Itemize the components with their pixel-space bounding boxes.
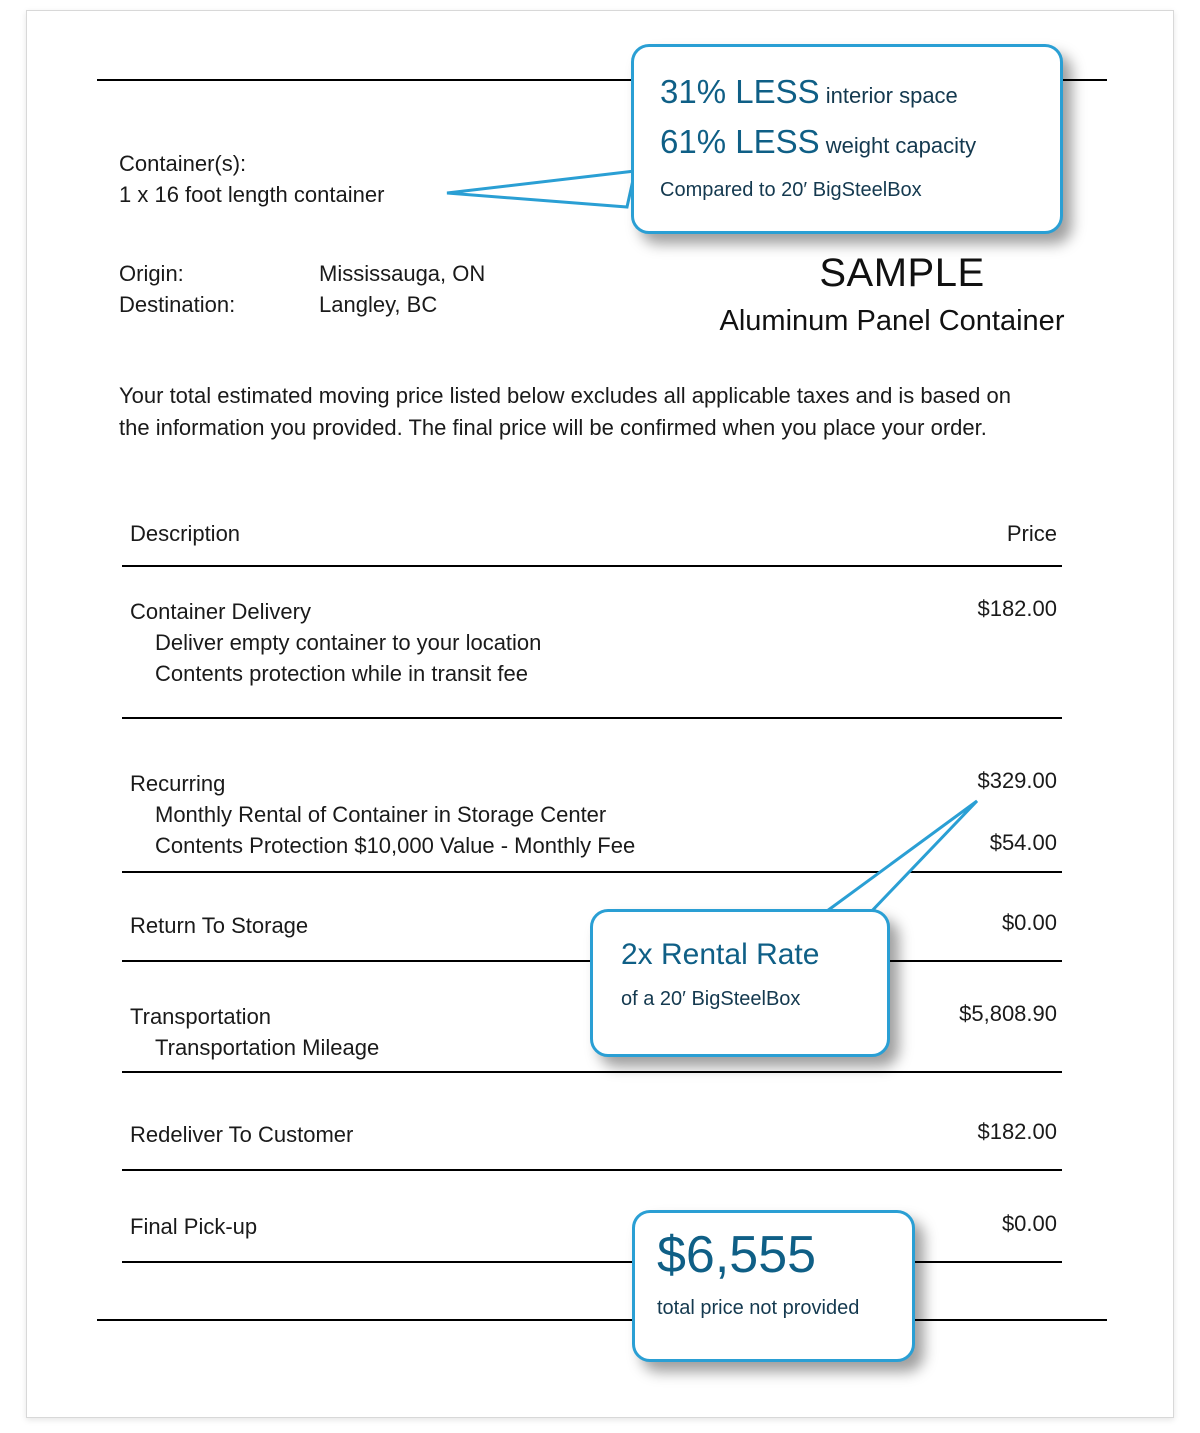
callout-rental-rate (590, 909, 890, 1057)
row-price: $0.00 (1001, 1211, 1057, 1236)
row-price: $329.00 (977, 768, 1057, 793)
destination-label: Destination: (119, 292, 236, 317)
table-header-description: Description (130, 521, 241, 546)
callout-space-weight (631, 44, 1063, 234)
row-detail: Contents Protection $10,000 Value - Monthly Fee (155, 833, 636, 858)
callout-weight-rest: weight capacity (819, 133, 977, 158)
callout-rental-note: of a 20′ BigSteelBox (621, 988, 801, 1010)
rule-row-1 (122, 717, 1062, 719)
sample-subtitle: Aluminum Panel Container (719, 305, 1065, 337)
container-label: Container(s): (119, 151, 247, 176)
callout-rental-headline: 2x Rental Rate (621, 938, 820, 971)
callout-total-amount: $6,555 (657, 1226, 817, 1284)
row-detail: Monthly Rental of Container in Storage Center (155, 802, 607, 827)
callout-space-strong: 31% LESS (660, 73, 820, 110)
callout-line-2 (660, 123, 976, 161)
rule-row-2 (122, 871, 1062, 873)
rule-bottom (97, 1319, 1107, 1321)
row-price-secondary: $54.00 (989, 830, 1057, 855)
destination-value: Langley, BC (319, 292, 438, 317)
container-value: 1 x 16 foot length container (119, 182, 385, 207)
origin-value: Mississauga, ON (319, 261, 486, 286)
origin-label: Origin: (119, 261, 184, 286)
row-title: Recurring (130, 771, 226, 796)
rule-row-6 (122, 1261, 1062, 1263)
callout-line-1 (660, 73, 958, 111)
row-title: Return To Storage (130, 913, 309, 938)
row-detail: Deliver empty container to your location (155, 630, 542, 655)
quote-sheet (26, 10, 1174, 1418)
sample-title: SAMPLE (819, 251, 985, 295)
row-price: $182.00 (977, 596, 1057, 621)
callout-space-rest: interior space (819, 83, 958, 108)
row-title: Redeliver To Customer (130, 1122, 354, 1147)
rule-row-5 (122, 1169, 1062, 1171)
disclaimer-text: Your total estimated moving price listed below excludes all applicable taxes and is based on the information you provided. The final price will be confirmed when you place your order. (119, 383, 1011, 440)
row-title: Transportation (130, 1004, 272, 1029)
callout-space-note: Compared to 20′ BigSteelBox (660, 179, 922, 201)
row-detail: Transportation Mileage (155, 1035, 380, 1060)
callout-total-price (632, 1210, 915, 1362)
callout-weight-strong: 61% LESS (660, 123, 820, 160)
row-price: $0.00 (1001, 910, 1057, 935)
callout-total-note: total price not provided (657, 1297, 860, 1319)
row-price: $5,808.90 (959, 1001, 1057, 1026)
rule-header (122, 565, 1062, 567)
row-title: Container Delivery (130, 599, 311, 624)
row-price: $182.00 (977, 1119, 1057, 1144)
row-title: Final Pick-up (130, 1214, 258, 1239)
rule-row-4 (122, 1071, 1062, 1073)
table-header-price: Price (1006, 521, 1057, 546)
row-detail: Contents protection while in transit fee (155, 661, 528, 686)
